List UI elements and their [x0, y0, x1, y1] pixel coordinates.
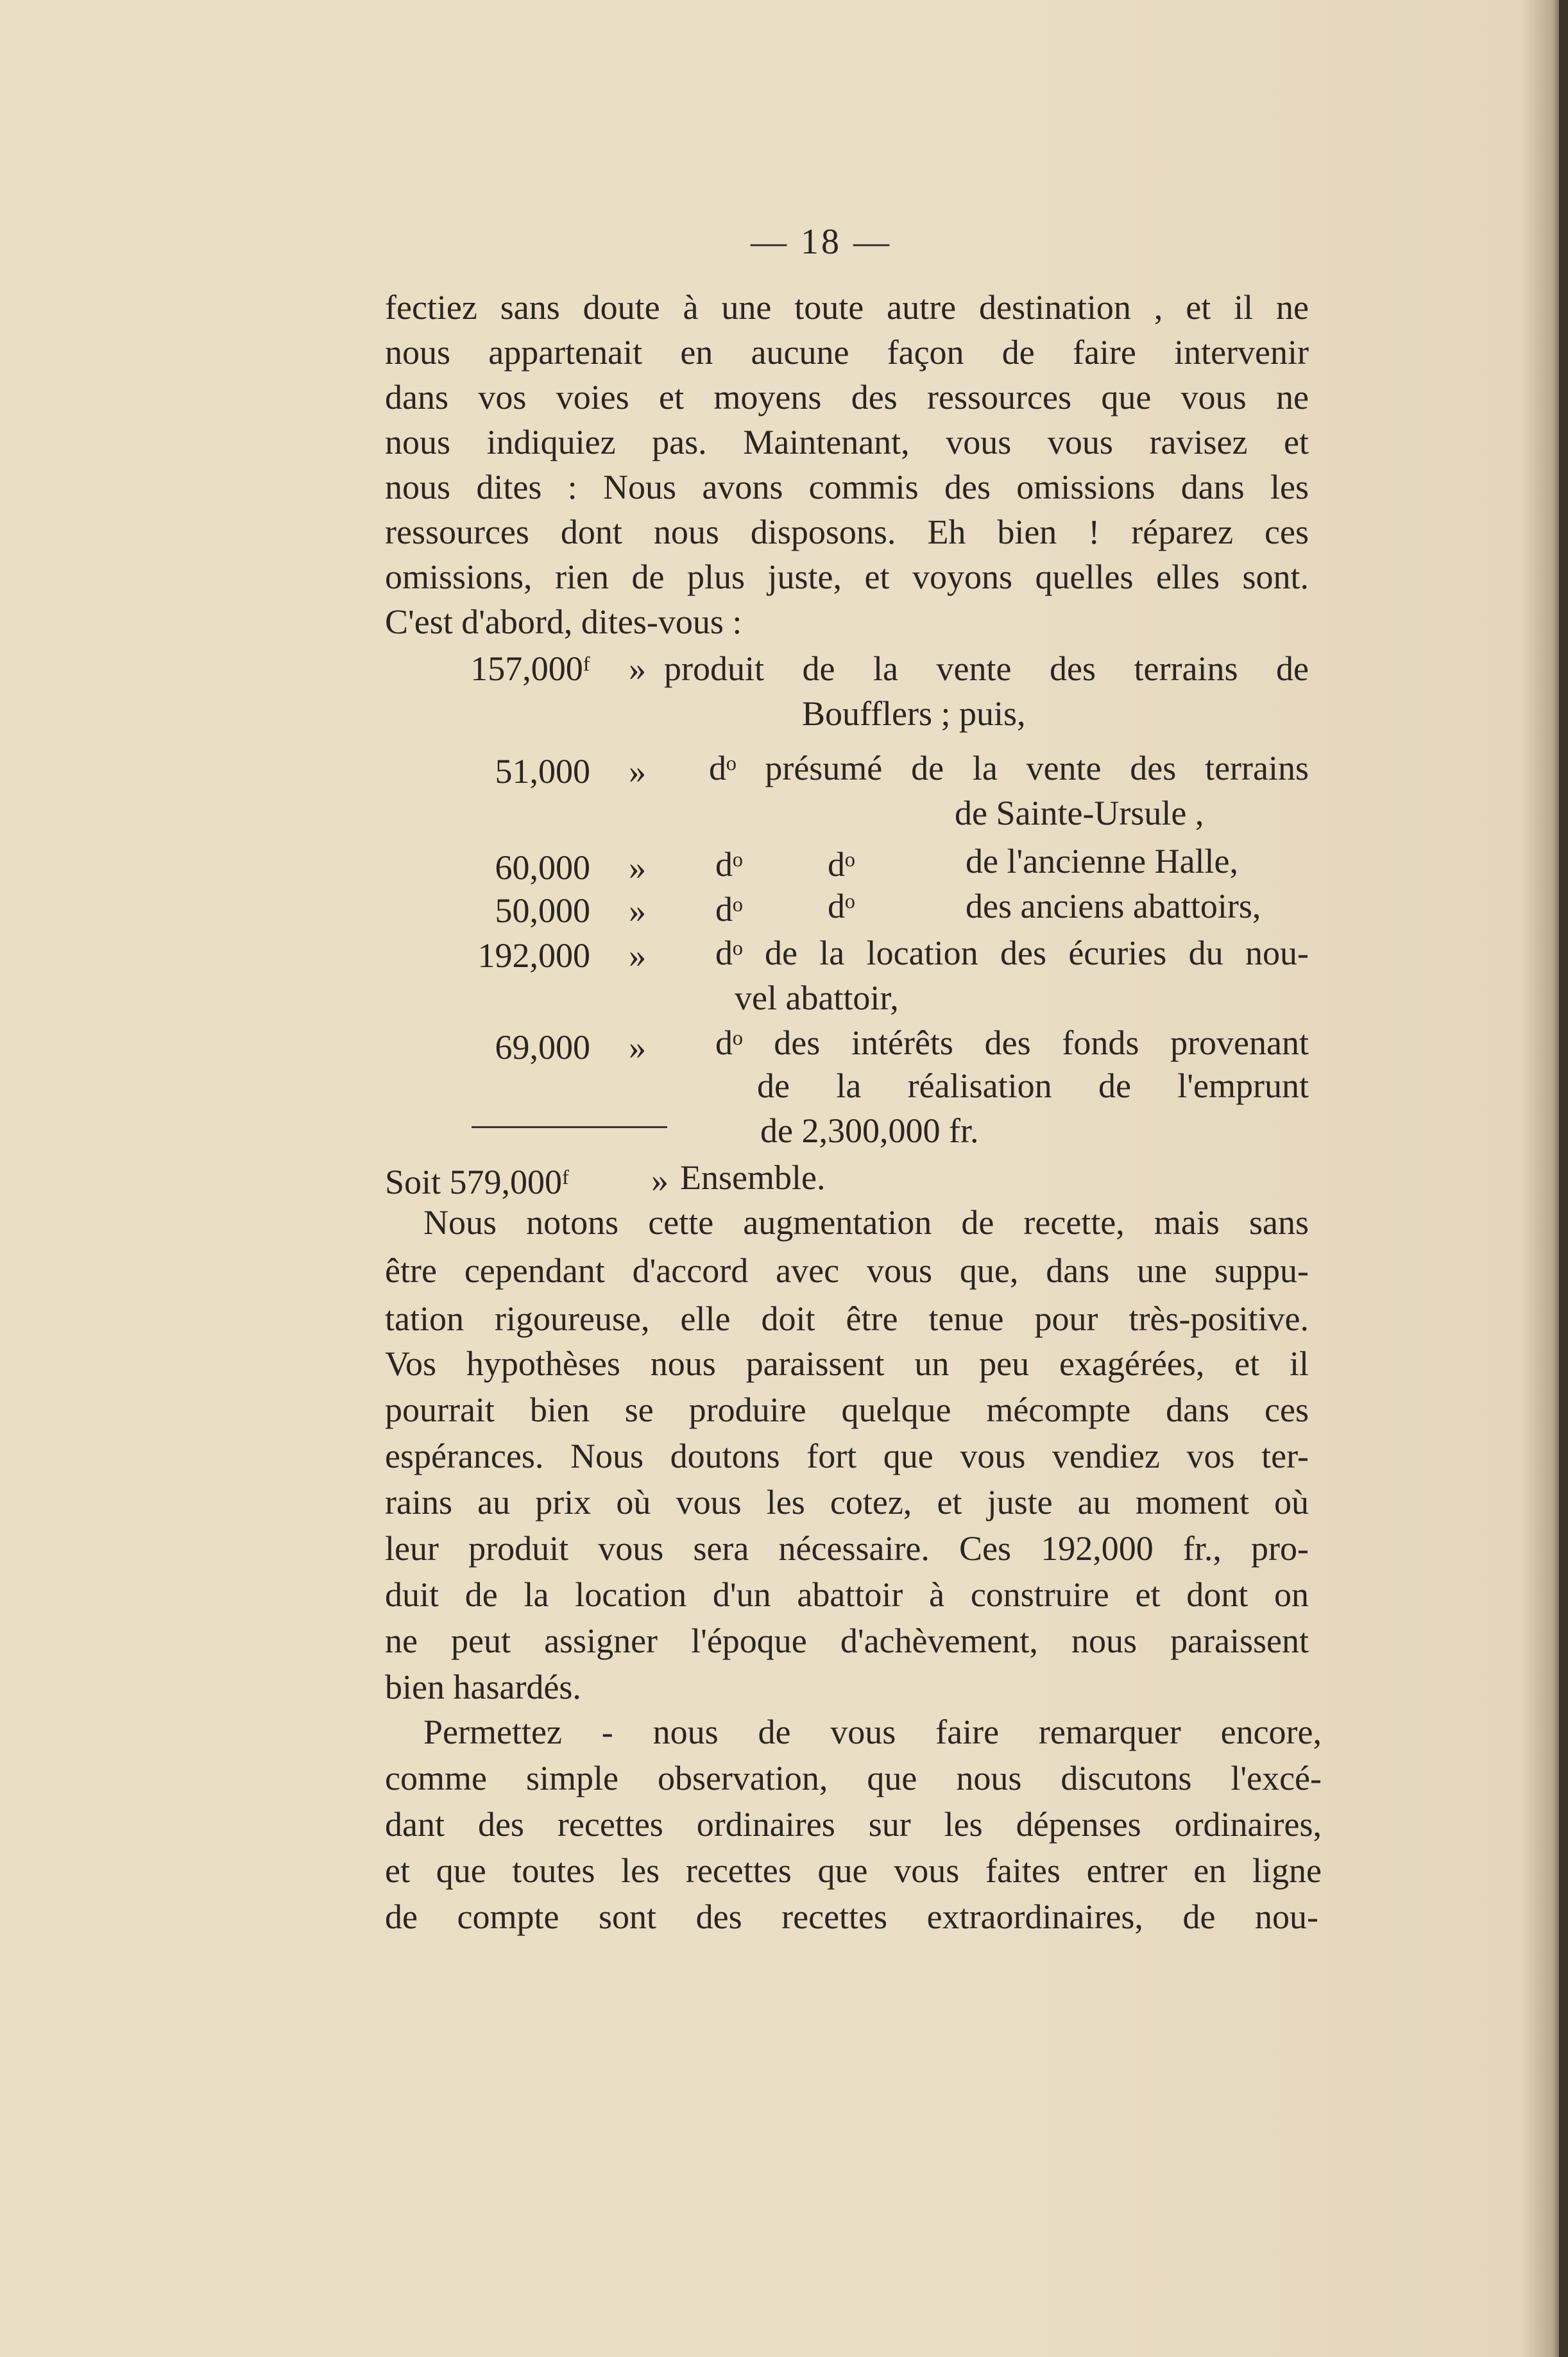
text-line: comme simple observation, que nous discutons l'excé-	[385, 1759, 1322, 1797]
item-description: de la réalisation de l'emprunt	[757, 1067, 1309, 1105]
item-ditto: dᵒ	[828, 887, 855, 925]
item-mark: »	[629, 752, 646, 791]
text-line: de compte sont des recettes extraordinaires, de nou-	[385, 1898, 1318, 1936]
item-description: dᵒ des intérêts des fonds provenant	[715, 1024, 1309, 1062]
text-line: C'est d'abord, dites-vous :	[385, 603, 742, 641]
text-line: dant des recettes ordinaires sur les dépenses ordinaires,	[385, 1805, 1322, 1844]
text-line: rains au prix où vous les cotez, et juste au moment où	[385, 1483, 1309, 1521]
total-amount: Soit 579,000ᶠ	[385, 1163, 570, 1201]
text-line: fectiez sans doute à une toute autre destination , et il ne	[385, 288, 1309, 327]
item-amount: 50,000	[495, 891, 590, 930]
text-line: leur produit vous sera nécessaire. Ces 192,000 fr., pro-	[385, 1529, 1309, 1568]
item-description: vel abattoir,	[735, 979, 899, 1017]
item-description: de 2,300,000 fr.	[760, 1111, 979, 1150]
item-amount: 157,000ᶠ	[470, 649, 590, 688]
item-description: de l'ancienne Halle,	[966, 842, 1239, 880]
page-edge	[1559, 0, 1568, 2357]
item-mark: »	[629, 936, 646, 975]
item-mark: »	[629, 891, 646, 930]
text-line: Vos hypothèses nous paraissent un peu exagérées, et il	[385, 1344, 1309, 1383]
total-mark: »	[651, 1161, 669, 1199]
text-line: tation rigoureuse, elle doit être tenue pour très-positive.	[385, 1299, 1309, 1338]
text-line: omissions, rien de plus juste, et voyons quelles elles sont.	[385, 558, 1309, 596]
text-line: nous dites : Nous avons commis des omissions dans les	[385, 468, 1309, 506]
text-line: duit de la location d'un abattoir à construire et dont on	[385, 1575, 1309, 1614]
item-mark: »	[629, 848, 646, 887]
total-text: Ensemble.	[680, 1158, 826, 1197]
text-line: ressources dont nous disposons. Eh bien ! réparez ces	[385, 513, 1309, 551]
text-line: nous indiquiez pas. Maintenant, vous vous ravisez et	[385, 423, 1309, 461]
item-description: dᵒ présumé de la vente des terrains	[709, 749, 1309, 787]
item-description: dᵒ de la location des écuries du nou-	[715, 934, 1309, 972]
item-description: produit de la vente des terrains de	[664, 649, 1309, 688]
item-amount: 69,000	[495, 1028, 590, 1067]
text-line: nous appartenait en aucune façon de faire intervenir	[385, 333, 1309, 372]
item-description: des anciens abattoirs,	[966, 887, 1261, 925]
item-ditto: dᵒ	[715, 845, 743, 884]
item-ditto: dᵒ	[828, 845, 855, 884]
text-line: ne peut assigner l'époque d'achèvement, nous paraissent	[385, 1622, 1309, 1660]
item-amount: 51,000	[495, 752, 590, 791]
item-amount: 192,000	[477, 936, 590, 975]
text-line: Nous notons cette augmentation de recette, mais sans	[423, 1203, 1309, 1242]
item-amount: 60,000	[495, 848, 590, 887]
text-line: bien hasardés.	[385, 1668, 581, 1706]
item-description: Boufflers ; puis,	[802, 694, 1026, 733]
item-ditto: dᵒ	[715, 890, 743, 929]
sum-rule	[472, 1126, 667, 1128]
text-line: dans vos voies et moyens des ressources que vous ne	[385, 378, 1309, 416]
text-line: Permettez - nous de vous faire remarquer encore,	[423, 1713, 1322, 1751]
text-line: espérances. Nous doutons fort que vous vendiez vos ter-	[385, 1437, 1309, 1475]
page-number: — 18 —	[751, 222, 892, 262]
text-line: pourrait bien se produire quelque mécompte dans ces	[385, 1391, 1309, 1429]
item-description: de Sainte-Ursule ,	[955, 794, 1204, 832]
text-line: être cependant d'accord avec vous que, dans une suppu-	[385, 1251, 1309, 1290]
item-mark: »	[629, 1028, 646, 1067]
item-mark: »	[629, 649, 646, 688]
text-line: et que toutes les recettes que vous faites entrer en ligne	[385, 1851, 1322, 1890]
